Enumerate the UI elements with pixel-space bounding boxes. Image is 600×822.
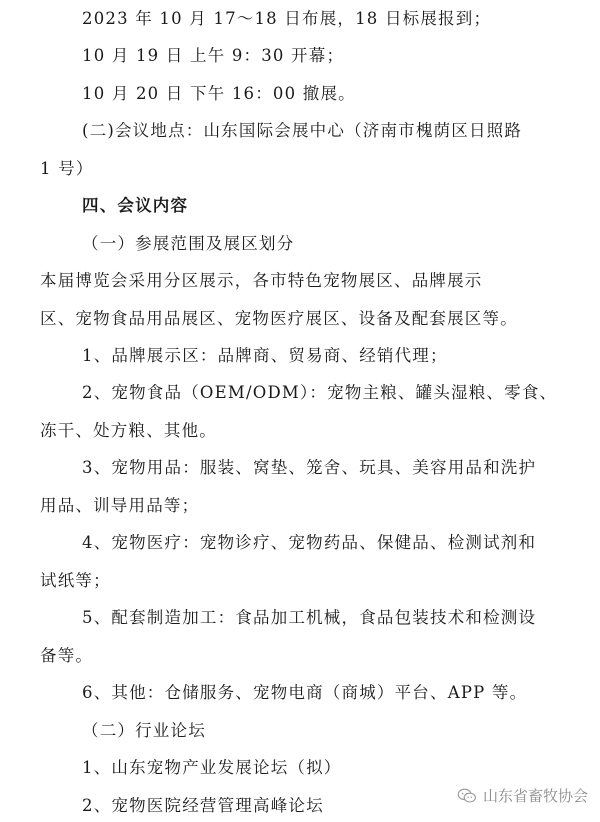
subsection-heading-forum: （二）行业论坛 xyxy=(82,721,206,740)
paragraph-intro: 本届博览会采用分区展示，各市特色宠物展区、品牌展示 xyxy=(40,271,483,290)
venue-line: (二)会议地点：山东国际会展中心（济南市槐荫区日照路 xyxy=(82,121,523,140)
forum-item-2: 2、宠物医院经营管理高峰论坛 xyxy=(82,796,324,815)
venue-line-cont: 1 号） xyxy=(40,159,94,178)
item-pet-medical: 4、宠物医疗：宠物诊疗、宠物药品、保健品、检测试剂和 xyxy=(82,533,537,552)
item-brand-area: 1、品牌展示区：品牌商、贸易商、经销代理； xyxy=(82,346,448,365)
paragraph-intro-cont: 区、宠物食品用品展区、宠物医疗展区、设备及配套展区等。 xyxy=(40,309,518,328)
item-pet-food-cont: 冻干、处方粮、其他。 xyxy=(40,421,217,440)
schedule-setup-line: 2023 年 10 月 17～18 日布展，18 日标展报到； xyxy=(82,9,492,28)
schedule-opening-line: 10 月 19 日 上午 9：30 开幕； xyxy=(82,46,345,65)
section-heading: 四、会议内容 xyxy=(82,196,189,215)
subsection-heading-scope: （一）参展范围及展区划分 xyxy=(82,234,295,253)
schedule-teardown-line: 10 月 20 日 下午 16：00 撤展。 xyxy=(82,84,356,103)
item-pet-supplies-cont: 用品、训导用品等； xyxy=(40,496,200,515)
item-pet-food: 2、宠物食品（OEM/ODM）：宠物主粮、罐头湿粮、零食、 xyxy=(82,383,558,402)
account-watermark xyxy=(457,785,588,806)
item-manufacturing: 5、配套制造加工：食品加工机械，食品包装技术和检测设 xyxy=(82,608,537,627)
item-manufacturing-cont: 备等。 xyxy=(40,646,94,665)
item-pet-supplies: 3、宠物用品：服装、窝垫、笼舍、玩具、美容用品和洗护 xyxy=(82,458,537,477)
forum-item-1: 1、山东宠物产业发展论坛（拟） xyxy=(82,758,342,777)
watermark-text: 山东省畜牧协会 xyxy=(482,787,588,805)
item-pet-medical-cont: 试纸等； xyxy=(40,571,111,590)
wechat-icon xyxy=(457,788,477,804)
item-other: 6、其他：仓储服务、宠物电商（商城）平台、APP 等。 xyxy=(82,683,528,702)
